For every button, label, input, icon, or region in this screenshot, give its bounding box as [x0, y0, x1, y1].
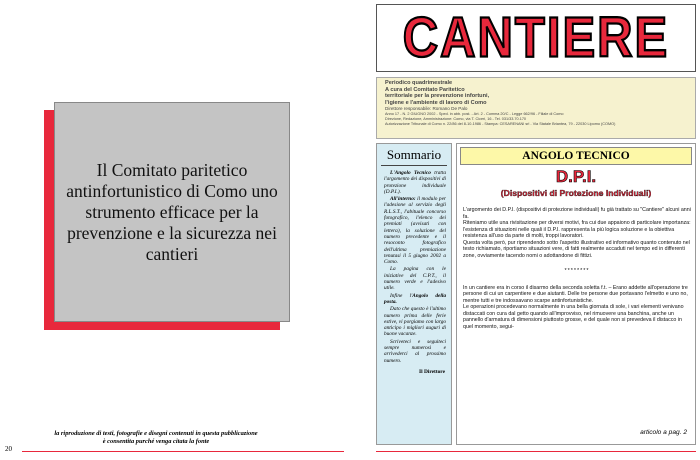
summary-signature: Il Direttore — [419, 368, 445, 375]
section-header: ANGOLO TECNICO — [460, 147, 692, 165]
article-paragraph: Questa volta però, pur riprendendo sotto l'aspetto illustrativo ed informativo quanto contenuto nel testo richiamato, riportiamo situazioni vere, di fatti realmente accaduti nel tempo ed in differenti zone, ovviamente tacendo nomi o adottandone di fittizi. — [463, 239, 690, 259]
publisher-line1: Periodico quadrimestrale — [385, 80, 453, 86]
publisher-issue: Anno 17 - N. 2 GIUGNO 2002 - Sped. in abb. post. - Art. 2 - Comma 20/C - Legge 662/96 - Filiale di Como — [385, 112, 564, 116]
summary-paragraph: Scriveteci e seguiteci sempre numerosi e arrivederci al prossimo numero. — [384, 338, 446, 364]
article-subtitle: (Dispositivi di Protezione Individuali) — [500, 188, 652, 198]
summary-paragraph: L'Angolo Tecnico tratta l'argomento dei dispositivi di protezione individuale (D.P.I.). — [384, 170, 446, 195]
publisher-authorization: Autorizzazione Tribunale di Como n. 22/86 del 8-10-1986 - Stampa: CESARENANI srl - Via Statale Briantea, 79 - 22030 Lipomo (COMO) — [385, 122, 616, 126]
reproduction-note-line1: la riproduzione di testi, fotografie e disegni contenuti in questa pubblicazione — [54, 430, 258, 437]
summary-body — [377, 166, 451, 364]
publisher-info — [376, 77, 696, 139]
publisher-line2: A cura del Comitato Paritetico — [385, 86, 465, 93]
right-page — [350, 0, 700, 460]
article-separator: ******** — [564, 268, 590, 274]
summary-paragraph: All'interno: il modulo per l'adesione al servizio degli R.L.S.T., l'abituale concorso fotografico, l'elenco dei premiati (avvisati con lettera), la soluzione del numero precedente e il resoconto fotografico dell'ultima premiazione tenutasi il 5 giugno 2002 a Como. — [384, 196, 446, 266]
summary-title: Sommario — [381, 147, 447, 166]
footer-rule-right — [376, 451, 696, 452]
masthead-logo: CANTIERE — [402, 6, 670, 70]
publisher-line3: territoriale per la prevenzione infortuni, — [385, 93, 490, 99]
publisher-director: Direttore responsabile: Romano De Palo — [385, 106, 468, 111]
summary-paragraph: Dato che questo è l'ultimo numero prima delle ferie estive, vi porgiamo con largo anticipo i migliori auguri di buone vacanze. — [384, 306, 446, 338]
article-paragraph: L'argomento dei D.P.I. (dispositivi di protezione individuali) fu già trattato su "Cantiere" alcuni anni fa. — [463, 207, 691, 220]
article-title: D.P.I. — [555, 167, 597, 186]
continued-link[interactable]: articolo a pag. 2 — [640, 429, 687, 436]
publisher-address: Direzione, Redazione, Amministrazione: Como, via T. Ciceri, 16 - Tel. 031/33.70.170 — [385, 117, 527, 121]
article-paragraph: In un cantiere era in corso il disarmo della seconda soletta f.t. – Erano addette all'operazione tre persone di cui un carpentiere e due aiutanti. Delle tre persone due portavano l'elmetto e uno no, mentre tutti e tre indossavano scarpe antinfortunistiche. — [463, 284, 688, 304]
article-paragraph: Le operazioni procedevano normalmente in una bella giornata di sole, i vari elementi venivano distaccati con cura dal getto quando all'improvviso, nel rimuovere una banchina, anche un pannello d'armatura di dimensioni piuttosto grosse, e del quale non si prevedeva il distacco in quel momento, segui- — [463, 304, 684, 330]
reproduction-note — [36, 430, 276, 446]
masthead — [376, 4, 696, 72]
article-paragraph: Riteniamo utile una rivisitazione per diversi motivi, fra cui due appaiono di particolare importanza: l'esistenza di situazioni nelle quali il D.P.I. rappresenta la più logica soluzione e la obiettiva resistenza all'uso da parte di molti, troppi lavoratori. — [463, 220, 691, 239]
summary-paragraph: La pagina con le iniziative del C.P.T., il numero verde e l'adesivo utile. — [384, 266, 446, 292]
article-column — [456, 143, 696, 445]
page-number: 20 — [5, 445, 12, 453]
article-body — [463, 207, 691, 330]
footer-rule-left — [22, 451, 344, 452]
summary-paragraph: Infine l'Angolo della posta. — [384, 292, 446, 305]
mission-statement: Il Comitato paritetico antinfortunistico di Como uno strumento efficace per la prevenzione e la sicurezza nei cantieri — [66, 159, 278, 264]
publisher-line4: l'igiene e l'ambiente di lavoro di Como — [385, 99, 487, 106]
mission-box — [54, 102, 290, 322]
reproduction-note-line2: è consentita purché venga citata la fonte — [102, 438, 210, 445]
summary-column — [376, 143, 452, 445]
